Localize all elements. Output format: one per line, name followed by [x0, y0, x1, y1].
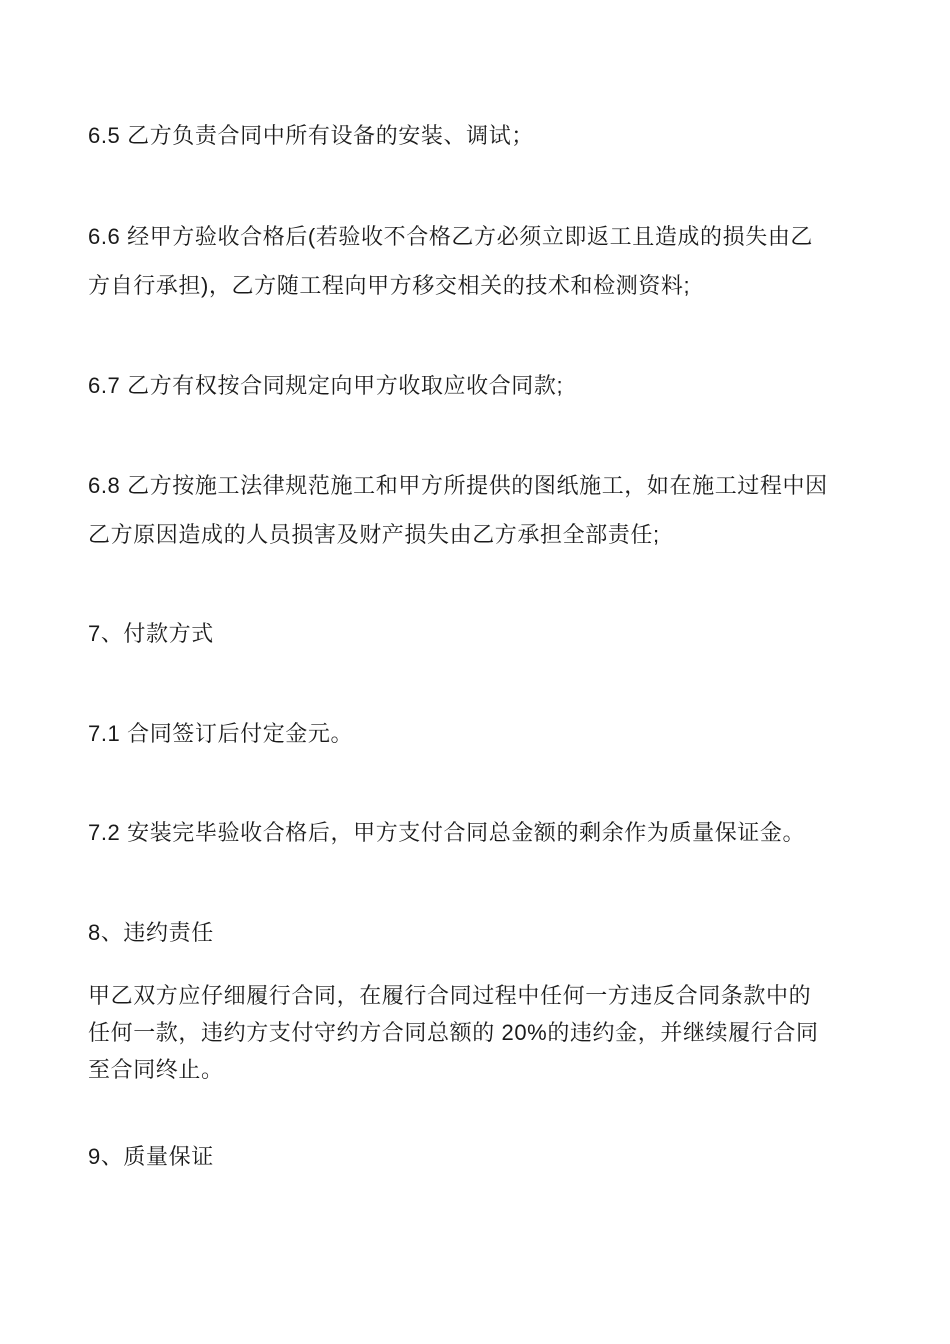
clause-6-8-line-1: 6.8 乙方按施工法律规范施工和甲方所提供的图纸施工，如在施工过程中因 [88, 473, 828, 498]
clause-6-7-line-1: 6.7 乙方有权按合同规定向甲方收取应收合同款; [88, 373, 564, 398]
section-heading-7 [88, 609, 864, 658]
clause-7-1-line-1: 7.1 合同签订后付定金元。 [88, 721, 354, 746]
clause-8-body-line-2: 任何一款，违约方支付守约方合同总额的 20%的违约金，并继续履行合同 [88, 1020, 819, 1045]
clause-6-6-line-2: 方自行承担)，乙方随工程向甲方移交相关的技术和检测资料; [88, 273, 691, 298]
clause-6-8-line-2: 乙方原因造成的人员损害及财产损失由乙方承担全部责任; [88, 522, 660, 547]
clause-8-body-line-1: 甲乙双方应仔细履行合同，在履行合同过程中任何一方违反合同条款中的 [88, 983, 812, 1008]
clause-7-2 [88, 808, 864, 857]
clause-8-body [88, 977, 864, 1088]
clause-6-6-line-1: 6.6 经甲方验收合格后(若验收不合格乙方必须立即返工且造成的损失由乙 [88, 224, 814, 249]
clause-8-body-line-3: 至合同终止。 [88, 1057, 224, 1082]
clause-6-5-line-1: 6.5 乙方负责合同中所有设备的安装、调试； [88, 123, 534, 148]
clause-6-8 [88, 461, 864, 559]
clause-7-2-line-1: 7.2 安装完毕验收合格后，甲方支付合同总金额的剩余作为质量保证金。 [88, 820, 806, 845]
clause-6-7 [88, 361, 864, 410]
clause-6-6 [88, 212, 864, 310]
clause-6-5 [88, 111, 864, 160]
section-heading-8 [88, 908, 864, 957]
clause-7-1 [88, 709, 864, 758]
section-heading-7-text: 7、付款方式 [88, 621, 214, 646]
section-heading-9 [88, 1132, 864, 1181]
section-heading-9-text: 9、质量保证 [88, 1144, 214, 1169]
section-heading-8-text: 8、违约责任 [88, 920, 214, 945]
